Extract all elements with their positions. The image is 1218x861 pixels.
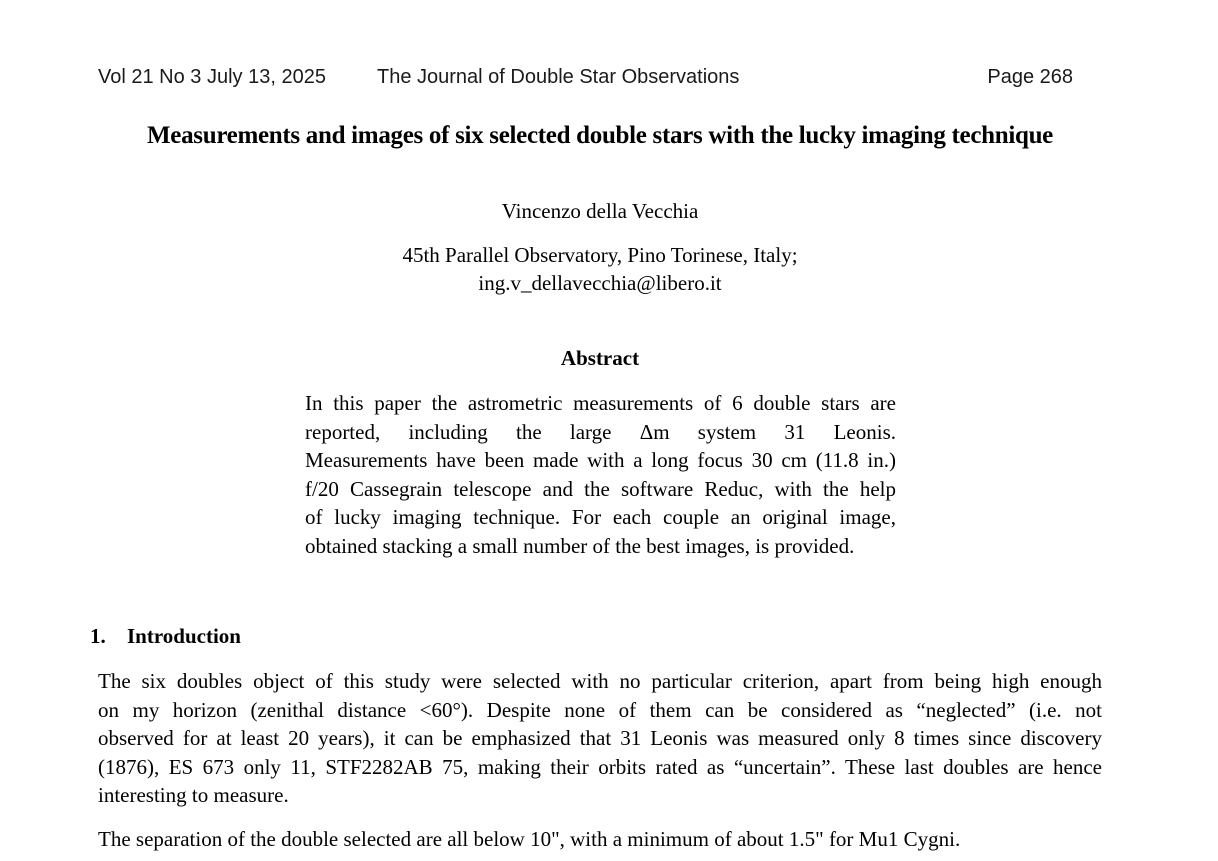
abstract-line: Measurements have been made with a long focus 30 cm (11.8 in.) [305,448,896,472]
author-email: ing.v_dellavecchia@libero.it [478,271,722,295]
section-title: Introduction [127,624,241,648]
abstract-line: f/20 Cassegrain telescope and the software Reduc, with the help [305,476,896,501]
paragraph-line: (1876), ES 673 only 11, STF2282AB 75, making their orbits rated as “uncertain”. These last doubles are hence [98,754,1102,779]
author-name: Vincenzo della Vecchia [501,199,699,223]
author-affiliation [0,241,1200,297]
paragraph-line: on my horizon (zenithal distance <60°). Despite none of them can be considered as “neglected” (i.e. not [98,697,1102,722]
abstract-line: In this paper the astrometric measurements of 6 double stars are [305,391,896,415]
abstract-line: of lucky imaging technique. For each couple an original image, [305,505,896,529]
journal-name: The Journal of Double Star Observations [377,66,740,88]
introduction-paragraph [98,667,1102,810]
abstract-heading: Abstract [560,346,640,370]
section-heading-introduction [90,622,241,650]
page-number: Page 268 [987,66,1073,88]
introduction-paragraph-2: The separation of the double selected are all below 10", with a minimum of about 1.5" for Mu1 Cygni. [98,827,961,851]
section-number: 1. [90,624,106,648]
paper-title: Measurements and images of six selected double stars with the lucky imaging technique [147,122,1053,149]
running-header [98,63,1073,91]
abstract-line: reported, including the large Δm system 31 Leonis. [305,419,896,444]
paragraph-line: observed for at least 20 years), it can be emphasized that 31 Leonis was measured only 8 times since discovery [98,726,1102,750]
abstract-body [305,389,896,560]
volume-issue-date: Vol 21 No 3 July 13, 2025 [98,66,326,88]
paragraph-line: interesting to measure. [98,783,289,807]
affiliation-line: 45th Parallel Observatory, Pino Torinese, Italy; [402,243,798,267]
paragraph-line: The six doubles object of this study were selected with no particular criterion, apart from being high enough [98,669,1102,693]
abstract-line: obtained stacking a small number of the best images, is provided. [305,533,855,558]
